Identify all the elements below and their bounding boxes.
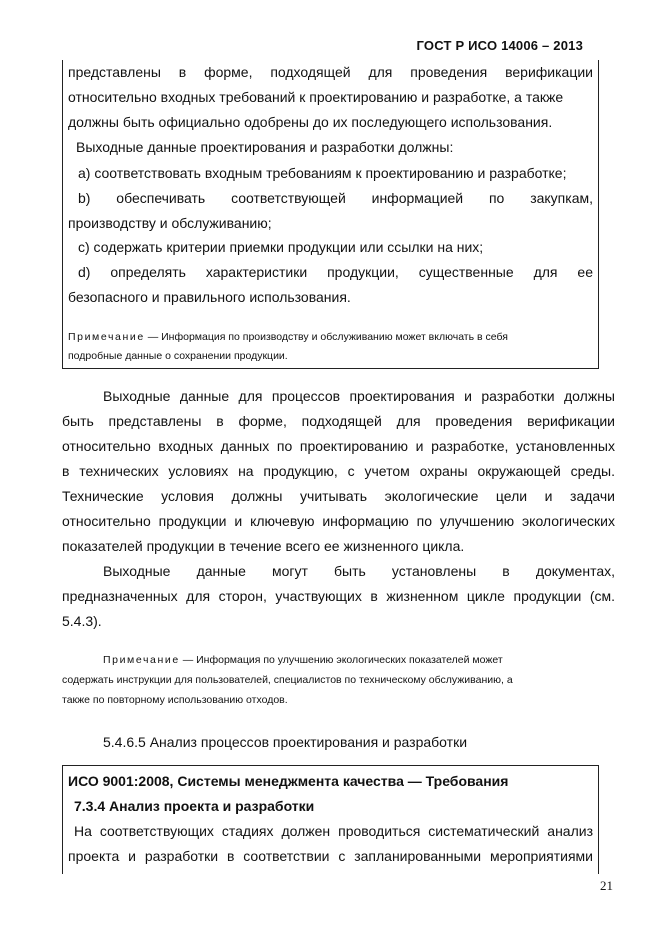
note-label: Примечание — [103, 654, 180, 666]
body-line: Выходные данные для процессов проектирования и разработки должны — [103, 388, 615, 404]
page-number: 21 — [600, 878, 613, 893]
body-line: 5.4.3). — [62, 613, 102, 629]
section-heading: 5.4.6.5 Анализ процессов проектирования и разработки — [103, 734, 468, 750]
list-item-d-cont: безопасного и правильного использования. — [68, 289, 351, 305]
list-item-b: b) обеспечивать соответствующей информацией по закупкам, — [78, 190, 593, 206]
body-line: в технических условиях на продукцию, с учетом охраны окружающей среды. — [62, 463, 615, 479]
body-note-cont: также по повторному использованию отходов. — [62, 694, 288, 706]
list-item-c: c) содержать критерии приемки продукции или ссылки на них; — [78, 239, 484, 255]
body-line: Технические условия должны учитывать экологические цели и задачи — [62, 488, 615, 504]
list-item-d: d) определять характеристики продукции, существенные для ее — [78, 264, 593, 280]
box-line: На соответствующих стадиях должен проводиться систематический анализ — [74, 823, 593, 839]
body-line: предназначенных для сторон, участвующих в жизненном цикле продукции (см. — [62, 588, 615, 604]
note-text: — Информация по производству и обслуживанию может включать в себя — [144, 331, 508, 343]
box-line: Выходные данные проектирования и разработки должны: — [76, 139, 454, 155]
box-note-cont: подробные данные о сохранении продукции. — [68, 350, 288, 362]
note-label: Примечание — [68, 331, 145, 343]
body-note — [103, 653, 503, 667]
list-item-a: a) соответствовать входным требованиям к проектированию и разработке; — [78, 165, 567, 181]
body-line: относительно входных данных по проектированию и разработке, установленных — [62, 438, 615, 454]
box-note — [68, 330, 508, 344]
box-subtitle: 7.3.4 Анализ проекта и разработки — [74, 798, 315, 814]
box-title: ИСО 9001:2008, Системы менеджмента качества — Требования — [68, 773, 509, 789]
box-line: должны быть официально одобрены до их последующего использования. — [68, 114, 553, 130]
body-line: показателей продукции в течение всего ее жизненного цикла. — [62, 538, 465, 554]
body-line: быть представлены в форме, подходящей для проведения верификации — [62, 413, 615, 429]
body-line: Выходные данные могут быть установлены в документах, — [103, 563, 615, 579]
body-line: относительно продукции и ключевую информацию по улучшению экологических — [62, 513, 615, 529]
document-header: ГОСТ Р ИСО 14006 – 2013 — [416, 38, 583, 53]
box-line: относительно входных требований к проектированию и разработке, а также — [68, 89, 564, 105]
list-item-b-cont: производству и обслуживанию; — [68, 215, 272, 231]
body-note-cont: содержать инструкции для пользователей, специалистов по техническому обслуживанию, а — [62, 674, 513, 686]
box-line: проекта и разработки в соответствии с запланированными мероприятиями — [68, 848, 593, 864]
note-text: — Информация по улучшению экологических показателей может — [179, 654, 503, 666]
box-line: представлены в форме, подходящей для проведения верификации — [68, 64, 593, 80]
